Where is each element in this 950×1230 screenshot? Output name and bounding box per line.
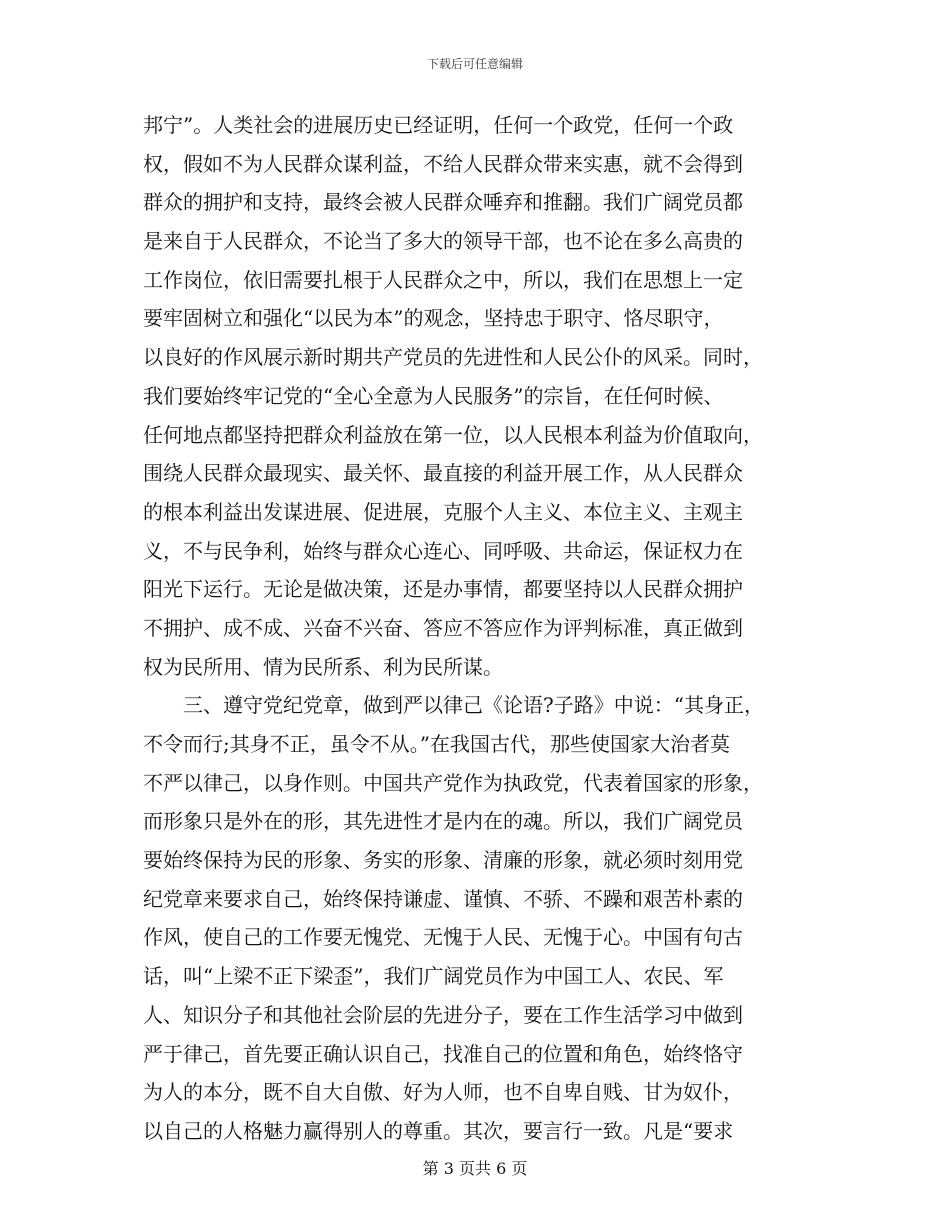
text-line: 要牢固树立和强化“以民为本”的观念，坚持忠于职守、恪尽职守， <box>143 306 724 331</box>
text-line: 权为民所用、情为民所系、利为民所谋。 <box>143 654 503 679</box>
text-line: 围绕人民群众最现实、最关怀、最直接的利益开展工作，从人民群众 <box>143 461 743 486</box>
text-line: 邦宁”。人类社会的进展历史已经证明，任何一个政党，任何一个政 <box>143 113 734 137</box>
text-line: 以自己的人格魅力赢得别人的尊重。其次，要言行一致。凡是“要求 <box>143 1118 734 1143</box>
text-line: 的根本利益出发谋进展、促进展，克服个人主义、本位主义、主观主 <box>143 499 743 524</box>
text-line: 不拥护、成不成、兴奋不兴奋、答应不答应作为评判标准，真正做到 <box>143 615 743 640</box>
text-line: 而形象只是外在的形，其先进性才是内在的魂。所以，我们广阔党员 <box>143 809 743 834</box>
text-line: 阳光下运行。无论是做决策，还是办事情，都要坚持以人民群众拥护 <box>143 577 743 602</box>
page-footer: 第 3 页共 6 页 <box>422 1159 528 1178</box>
text-line: 任何地点都坚持把群众利益放在第一位，以人民根本利益为价值取向， <box>143 422 763 447</box>
text-line: 纪党章来要求自己，始终保持谦虚、谨慎、不骄、不躁和艰苦朴素的 <box>143 886 743 911</box>
document-body <box>143 106 813 1151</box>
text-line: 我们要始终牢记党的“全心全意为人民服务”的宗旨，在任何时候、 <box>143 383 724 408</box>
page-header: 下载后可任意编辑 <box>426 57 523 71</box>
text-line: 严于律己，首先要正确认识自己，找准自己的位置和角色，始终恪守 <box>143 1041 743 1066</box>
text-line: 为人的本分，既不自大自傲、好为人师，也不自卑自贱、甘为奴仆， <box>143 1080 743 1105</box>
text-line: 人、知识分子和其他社会阶层的先进分子，要在工作生活学习中做到 <box>143 1002 743 1027</box>
text-line: 不严以律己，以身作则。中国共产党作为执政党，代表着国家的形象， <box>143 770 763 795</box>
text-line: 是来自于人民群众，不论当了多大的领导干部，也不论在多么高贵的 <box>143 229 743 254</box>
text-line: 义，不与民争利，始终与群众心连心、同呼吸、共命运，保证权力在 <box>143 538 743 563</box>
text-line: 话，叫“上梁不正下梁歪”，我们广阔党员作为中国工人、农民、军 <box>143 964 724 989</box>
text-line: 工作岗位，依旧需要扎根于人民群众之中，所以，我们在思想上一定 <box>143 267 743 292</box>
text-line: 以良好的作风展示新时期共产党员的先进性和人民公仆的风采。同时， <box>143 345 763 370</box>
text-line: 作风，使自己的工作要无愧党、无愧于人民、无愧于心。中国有句古 <box>143 925 743 950</box>
text-line: 权，假如不为人民群众谋利益，不给人民群众带来实惠，就不会得到 <box>143 151 743 176</box>
text-line: 要始终保持为民的形象、务实的形象、清廉的形象，就必须时刻用党 <box>143 848 743 873</box>
text-line: 不令而行;其身不正，虽令不从。”在我国古代，那些使国家大治者莫 <box>143 732 730 756</box>
section-heading-line: 三、遵守党纪党章，做到严以律己《论语?子路》中说：“其身正， <box>143 693 764 718</box>
text-line: 群众的拥护和支持，最终会被人民群众唾弃和推翻。我们广阔党员都 <box>143 190 743 215</box>
